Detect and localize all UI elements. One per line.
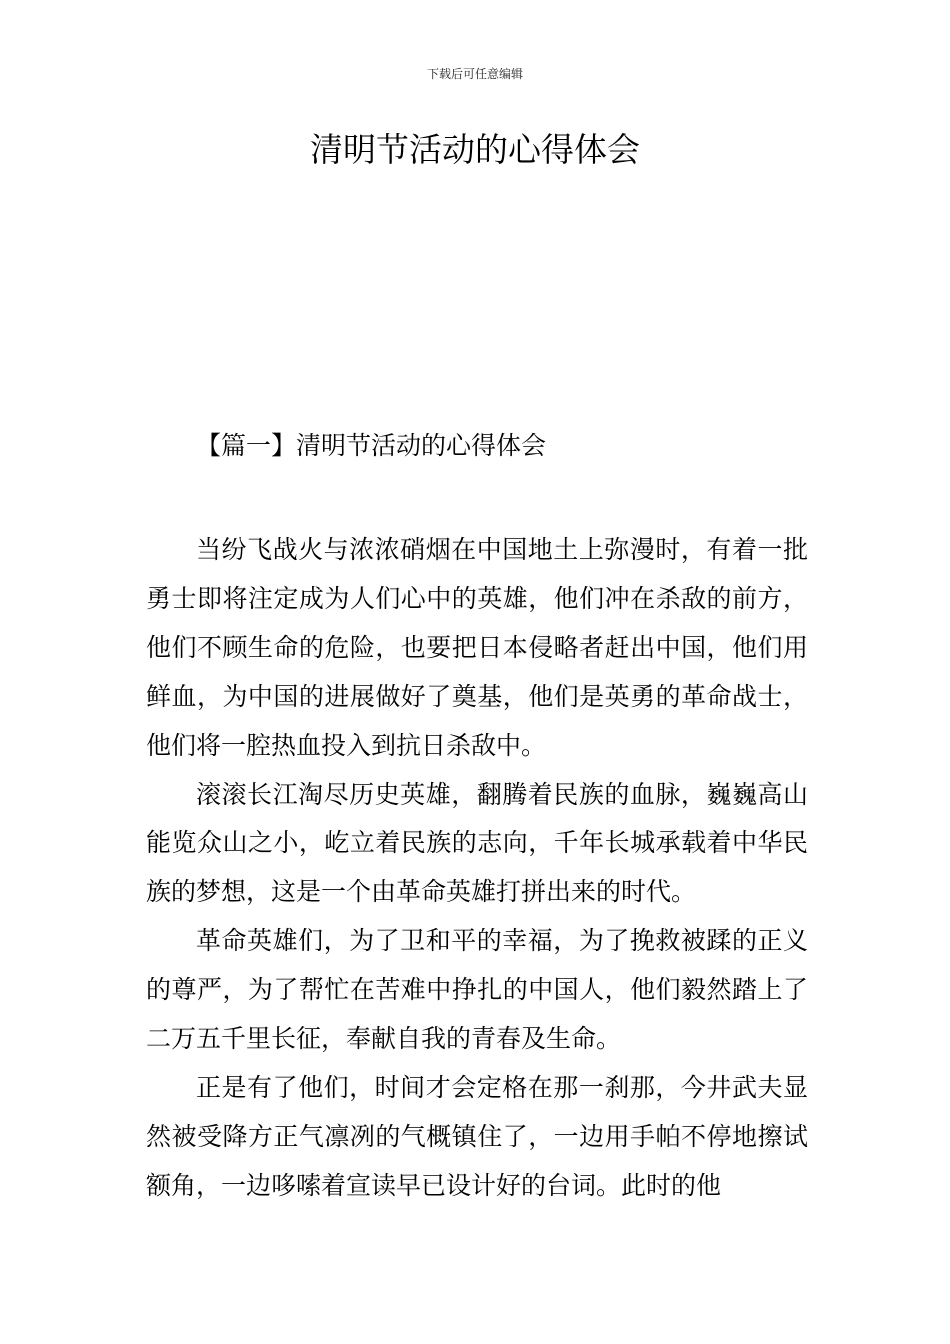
body-text bbox=[146, 526, 808, 1211]
paragraph-4: 正是有了他们，时间才会定格在那一刹那，今井武夫显然被受降方正气凛冽的气概镇住了，一边用手帕不停地擦试额角，一边哆嗦着宣读早已设计好的台词。此时的他 bbox=[146, 1072, 808, 1200]
paragraph-2: 滚滚长江淘尽历史英雄，翻腾着民族的血脉，巍巍高山能览众山之小，屹立着民族的志向，千年长城承载着中华民族的梦想，这是一个由革命英雄打拼出来的时代。 bbox=[146, 779, 808, 907]
header-note: 下载后可任意编辑 bbox=[426, 67, 523, 81]
section-heading: 【篇一】清明节活动的心得体会 bbox=[196, 431, 547, 460]
document-title: 清明节活动的心得体会 bbox=[310, 130, 640, 169]
paragraph-3: 革命英雄们，为了卫和平的幸福，为了挽救被蹂的正义的尊严，为了帮忙在苦难中挣扎的中国人，他们毅然踏上了二万五千里长征，奉献自我的青春及生命。 bbox=[146, 926, 808, 1054]
paragraph-1: 当纷飞战火与浓浓硝烟在中国地土上弥漫时，有着一批勇士即将注定成为人们心中的英雄，他们冲在杀敌的前方，他们不顾生命的危险，也要把日本侵略者赶出中国，他们用鲜血，为中国的进展做好了奠基，他们是英勇的革命战士，他们将一腔热血投入到抗日杀敌中。 bbox=[146, 535, 808, 760]
